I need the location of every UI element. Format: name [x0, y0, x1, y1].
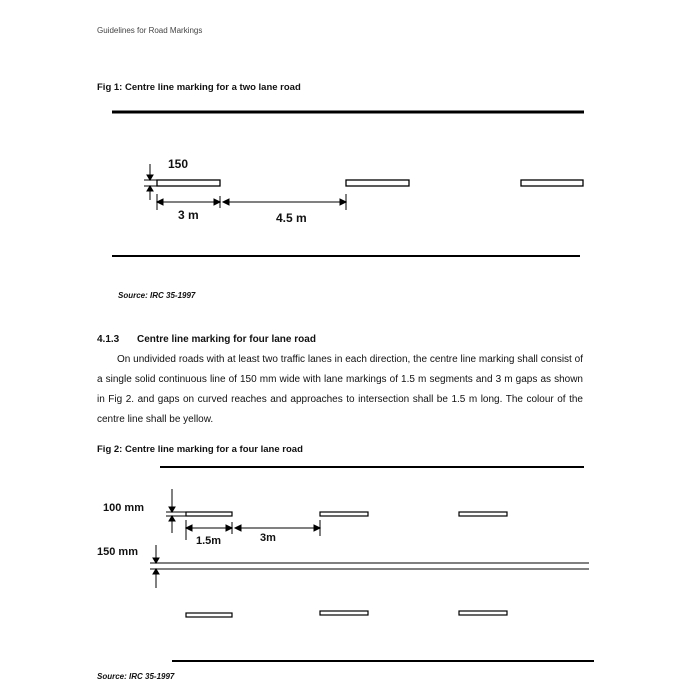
fig1-segment-1 [157, 180, 220, 186]
fig2-lower-segment-1 [186, 613, 232, 617]
fig1-gap-label: 4.5 m [276, 211, 307, 225]
fig1-source: Source: IRC 35-1997 [118, 291, 196, 300]
fig1-caption: Fig 1: Centre line marking for a two lane road [97, 82, 301, 93]
fig2-centre-width-dimension [150, 545, 168, 588]
fig2-gap-label: 3m [260, 532, 276, 544]
fig2-upper-segment-2 [320, 512, 368, 516]
section-paragraph: On undivided roads with at least two traffic lanes in each direction, the centre line marking shall consist of a single solid continuous line of 150 mm wide with lane markings of 1.5 m segments and 3 m gaps as shown in Fig 2. and gaps on curved reaches and approaches to intersection shall be 1.5 m long. The colour of the centre line shall be yellow. [97, 354, 583, 425]
fig1-width-dimension [144, 164, 157, 200]
running-head: Guidelines for Road Markings [97, 26, 203, 35]
section-number: 4.1.3 [97, 334, 120, 345]
fig2-segment-label: 1.5m [196, 535, 222, 547]
fig1-width-label: 150 [168, 157, 189, 171]
fig1-segment-label: 3 m [178, 208, 199, 222]
fig1-segment-2 [346, 180, 409, 186]
fig2-lower-segment-2 [320, 611, 368, 615]
section-heading [97, 334, 316, 345]
fig2-caption: Fig 2: Centre line marking for a four lane road [97, 444, 303, 455]
fig2-upper-segment-3 [459, 512, 507, 516]
fig2-lane-width-dimension [166, 489, 186, 533]
fig2-source: Source: IRC 35-1997 [97, 672, 175, 681]
section-title: Centre line marking for four lane road [137, 334, 316, 345]
fig2-lane-width-label: 100 mm [103, 502, 144, 514]
fig1-segment-3 [521, 180, 583, 186]
fig2-upper-segment-1 [186, 512, 232, 516]
fig2-centre-width-label: 150 mm [97, 546, 138, 558]
fig2-lower-segment-3 [459, 611, 507, 615]
